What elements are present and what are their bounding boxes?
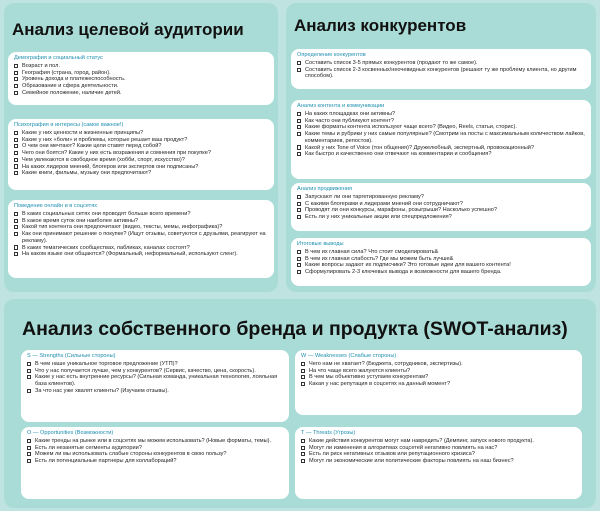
checkbox-icon[interactable] xyxy=(27,375,31,379)
checkbox-icon[interactable] xyxy=(14,171,18,175)
competitors-card-identification xyxy=(291,49,591,89)
competitors-title: Анализ конкурентов xyxy=(294,16,467,35)
checkbox-icon[interactable] xyxy=(301,446,305,450)
checklist-item-text: В чем их главная слабость? Где мы можем быть лучше& xyxy=(305,255,454,262)
audience-card-online-behavior xyxy=(8,200,274,278)
checklist-item-text: Какие темы и рубрики у них самые популярные? (Смотрим на посты с максимальным количеством лайков, комментариев, репостов). xyxy=(305,131,585,144)
checkbox-icon[interactable] xyxy=(14,77,18,81)
checkbox-icon[interactable] xyxy=(27,439,31,443)
checkbox-icon[interactable] xyxy=(301,459,305,463)
checkbox-icon[interactable] xyxy=(14,245,18,249)
checklist-item xyxy=(14,143,268,150)
competitors-card-conclusions xyxy=(291,238,591,286)
checklist-item xyxy=(27,458,283,465)
checkbox-icon[interactable] xyxy=(14,252,18,256)
checkbox-icon[interactable] xyxy=(14,71,18,75)
checkbox-icon[interactable] xyxy=(301,452,305,456)
checkbox-icon[interactable] xyxy=(297,250,301,254)
checklist-item xyxy=(301,458,576,465)
checkbox-icon[interactable] xyxy=(297,257,301,261)
checkbox-icon[interactable] xyxy=(27,446,31,450)
section-heading: Поведение онлайн и в соцсетях xyxy=(14,203,98,209)
checkbox-icon[interactable] xyxy=(297,145,301,149)
checklist-item xyxy=(301,361,576,368)
checkbox-icon[interactable] xyxy=(297,119,301,123)
checklist-item xyxy=(14,170,268,177)
section-heading: Анализ продвижения xyxy=(297,186,353,192)
checkbox-icon[interactable] xyxy=(301,375,305,379)
checklist-item-text: Есть ли риск негативных отзывов или репутационного кризиса? xyxy=(309,451,475,458)
checkbox-icon[interactable] xyxy=(301,382,305,386)
checklist-item-text: Сформулировать 2-3 ключевых вывода и возможности для вашего бренда. xyxy=(305,269,502,276)
checklist-item-text: Возраст и пол. xyxy=(22,63,60,69)
checkbox-icon[interactable] xyxy=(14,225,18,229)
swot-card-threats xyxy=(295,427,582,499)
checkbox-icon[interactable] xyxy=(27,369,31,373)
audience-title: Анализ целевой аудитории xyxy=(12,20,244,39)
checklist xyxy=(14,130,268,177)
section-heading: Итоговые выводы xyxy=(297,241,344,247)
checklist xyxy=(14,63,268,97)
checklist-item-text: География (страна, город, район). xyxy=(22,69,111,76)
checkbox-icon[interactable] xyxy=(14,158,18,162)
checklist-item-text: Могут ли экономические или политические факторы повлиять на наш бизнес? xyxy=(309,458,514,465)
checkbox-icon[interactable] xyxy=(297,195,301,199)
checklist-item-text: С какими блогерами и лидерами мнений они сотрудничают? xyxy=(305,200,463,207)
checklist-item-text: Чего они боятся? Какие у них есть возражения и сомнения при покупке? xyxy=(22,150,212,157)
checkbox-icon[interactable] xyxy=(14,144,18,148)
checklist-item-text: Есть ли у них уникальные акции или спецпредложения? xyxy=(305,214,452,221)
section-heading: W — Weaknesses (Слабые стороны) xyxy=(301,353,397,359)
audience-card-psychography xyxy=(8,119,274,190)
checkbox-icon[interactable] xyxy=(27,452,31,456)
competitors-card-promotion xyxy=(291,183,591,231)
checklist-item xyxy=(14,70,268,77)
checklist xyxy=(301,438,576,465)
checklist-item-text: В чем мы объективно уступаем конкурентам? xyxy=(309,374,429,381)
checklist-item xyxy=(14,164,268,171)
checklist xyxy=(14,211,268,258)
checkbox-icon[interactable] xyxy=(14,64,18,68)
checkbox-icon[interactable] xyxy=(301,439,305,443)
checklist-item xyxy=(14,224,268,231)
checklist-item xyxy=(297,145,585,152)
checkbox-icon[interactable] xyxy=(14,212,18,216)
checklist-item-text: Какие форматы контента используют чаще всего? (Видео, Reels, статьи, сторис). xyxy=(305,124,517,131)
checkbox-icon[interactable] xyxy=(14,84,18,88)
checkbox-icon[interactable] xyxy=(297,112,301,116)
section-heading: S — Strengths (Сильные стороны) xyxy=(27,353,116,359)
checklist-item xyxy=(14,231,268,244)
checkbox-icon[interactable] xyxy=(301,362,305,366)
checklist-item xyxy=(14,63,268,70)
checkbox-icon[interactable] xyxy=(297,132,301,136)
checklist-item-text: Какие вопросы задают их подписчики? Это готовые идеи для вашего контента! xyxy=(305,262,511,269)
checkbox-icon[interactable] xyxy=(14,131,18,135)
checklist-item-text: Есть ли потенциальные партнеры для коллабораций? xyxy=(35,458,177,465)
checkbox-icon[interactable] xyxy=(14,91,18,95)
checkbox-icon[interactable] xyxy=(297,263,301,267)
checklist-item xyxy=(27,374,283,387)
checklist-item xyxy=(301,368,576,375)
checklist-item xyxy=(297,131,585,144)
section-heading: Определение конкурентов xyxy=(297,52,366,58)
checklist-item xyxy=(14,150,268,157)
checkbox-icon[interactable] xyxy=(297,61,301,65)
swot-card-opportunities xyxy=(21,427,289,499)
checklist xyxy=(27,361,283,395)
swot-title: Анализ собственного бренда и продукта (SWOT-анализ) xyxy=(22,318,568,340)
checklist-item-text: На каких площадках они активны? xyxy=(305,111,396,117)
checklist-item xyxy=(14,130,268,137)
section-heading: T — Threats (Угрозы) xyxy=(301,430,356,436)
checklist-item xyxy=(297,60,585,67)
checklist-item xyxy=(14,211,268,218)
checklist-item xyxy=(301,451,576,458)
checkbox-icon[interactable] xyxy=(27,389,31,393)
checkbox-icon[interactable] xyxy=(14,219,18,223)
checkbox-icon[interactable] xyxy=(27,459,31,463)
swot-card-strengths xyxy=(21,350,289,422)
checklist-item-text: Какие действия конкурентов могут нам навредить? (Демпинг, запуск нового продукта). xyxy=(309,438,534,444)
checkbox-icon[interactable] xyxy=(297,125,301,129)
checklist xyxy=(297,60,585,80)
checklist-item xyxy=(14,251,268,258)
checklist-item-text: Составить список 2-3 косвенных/неочевидных конкурентов (решают ту же проблему клиента, но другим способом). xyxy=(305,66,577,80)
checklist-item-text: Можем ли мы использовать слабые стороны конкурентов в свою пользу? xyxy=(35,451,227,458)
checklist-item xyxy=(297,118,585,125)
checklist-item xyxy=(297,256,585,263)
checklist-item-text: Семейное положение, наличие детей. xyxy=(22,89,122,96)
checklist-item-text: В чем наше уникальное торговое предложение (УТП)? xyxy=(35,361,178,367)
checklist xyxy=(301,361,576,388)
checklist-item xyxy=(297,201,585,208)
audience-panel xyxy=(4,3,278,292)
checklist-item-text: Есть ли незанятые сегменты аудитории? xyxy=(35,444,142,451)
swot-card-weaknesses xyxy=(295,350,582,415)
checklist-item-text: Какие у них ценности и жизненные принципы? xyxy=(22,130,144,136)
section-heading: O — Opportunities (Возможности) xyxy=(27,430,114,436)
checklist-item-text: Запускают ли они таргетированную рекламу? xyxy=(305,194,424,200)
checklist-item-text: В чем их главная сила? Что стоит смоделировать& xyxy=(305,249,439,255)
checklist-item-text: Какой тип контента они предпочитают (видео, тексты, мемы, инфографика)? xyxy=(22,224,223,231)
checklist xyxy=(27,438,283,465)
checklist-item-text: О чем они мечтают? Какие цели ставят перед собой? xyxy=(22,143,162,150)
checklist-item xyxy=(297,207,585,214)
checkbox-icon[interactable] xyxy=(14,151,18,155)
section-heading: Психография и интересы (самое важное!) xyxy=(14,122,124,128)
competitors-panel xyxy=(286,3,596,292)
checklist xyxy=(297,249,585,276)
checklist-item xyxy=(301,438,576,445)
checklist-item xyxy=(14,90,268,97)
checklist-item xyxy=(27,438,283,445)
checklist-item-text: В каких социальных сетях они проводят больше всего времени? xyxy=(22,211,191,217)
checklist-item xyxy=(14,83,268,90)
checklist-item-text: За что нас уже хвалят клиенты? (Изучаем отзывы). xyxy=(35,387,169,394)
checkbox-icon[interactable] xyxy=(27,362,31,366)
checklist-item-text: В каких тематических сообществах, пабликах, каналах состоят? xyxy=(22,244,190,251)
checklist-item xyxy=(14,157,268,164)
checklist-item-text: Могут ли изменения в алгоритмах соцсетей негативно повлиять на нас? xyxy=(309,444,498,451)
checklist-item xyxy=(27,368,283,375)
checklist-item xyxy=(27,361,283,368)
checklist-item-text: Какие у нас есть внутренние ресурсы? (Сильная команда, уникальная технология, лояльная база клиентов). xyxy=(35,374,278,388)
checklist-item-text: Как быстро и качественно они отвечают на комментарии и сообщения? xyxy=(305,151,492,158)
checklist-item-text: На каких лидеров мнений, блогеров или экспертов они подписаны? xyxy=(22,163,199,170)
checklist-item xyxy=(301,381,576,388)
swot-panel xyxy=(4,299,596,508)
checkbox-icon[interactable] xyxy=(297,68,301,72)
checklist-item xyxy=(297,214,585,221)
checklist-item-text: Какой у них Tone of Voice (тон общения)? Дружелюбный, экспертный, провокационный? xyxy=(305,144,534,151)
checklist-item-text: Чем увлекаются в свободное время (хобби, спорт, искусство)? xyxy=(22,156,185,163)
checklist-item-text: Чего нам не хватает? (Бюджета, сотрудников, экспертизы). xyxy=(309,361,463,367)
checklist-item-text: Составить список 3-5 прямых конкурентов (продают то же самое). xyxy=(305,60,478,66)
checklist-item-text: На каком языке они общаются? (Формальный, неформальный, используют сленг). xyxy=(22,251,238,258)
checklist-item-text: Образование и сфера деятельности. xyxy=(22,83,119,90)
checklist-item xyxy=(297,67,585,80)
checklist-item-text: Какие книги, фильмы, музыку они предпочитают? xyxy=(22,170,152,177)
checklist-item xyxy=(297,194,585,201)
checklist-item xyxy=(297,262,585,269)
checkbox-icon[interactable] xyxy=(14,164,18,168)
checklist xyxy=(297,194,585,221)
checkbox-icon[interactable] xyxy=(14,232,18,236)
checkbox-icon[interactable] xyxy=(297,270,301,274)
section-heading: Анализ контента и коммуникации xyxy=(297,103,385,109)
checklist-item-text: Проводят ли они конкурсы, марафоны, розыгрыши? Насколько успешно? xyxy=(305,207,497,214)
checkbox-icon[interactable] xyxy=(297,208,301,212)
checklist-item xyxy=(301,445,576,452)
competitors-card-content xyxy=(291,100,591,179)
checklist-item-text: Какие у них «боли» и проблемы, которые решает ваш продукт? xyxy=(22,136,188,143)
checklist-item xyxy=(297,249,585,256)
checklist-item-text: На что чаще всего жалуются клиенты? xyxy=(309,367,411,374)
checklist-item-text: Какая у нас репутация в соцсетях на данный момент? xyxy=(309,381,451,388)
checklist-item-text: Что у нас получается лучше, чем у конкурентов? (Сервис, качество, цена, скорость). xyxy=(35,367,256,374)
checklist-item-text: Уровень дохода и платежеспособность. xyxy=(22,76,126,83)
checkbox-icon[interactable] xyxy=(14,138,18,142)
checklist-item-text: Какие тренды на рынке или в соцсетях мы можем использовать? (Новые форматы, темы). xyxy=(35,438,272,444)
checklist-item-text: В какое время суток они наиболее активны? xyxy=(22,217,139,224)
section-heading: Демография и социальный статус xyxy=(14,55,103,61)
audience-card-demography xyxy=(8,52,274,105)
checklist-item xyxy=(297,151,585,158)
checkbox-icon[interactable] xyxy=(297,202,301,206)
checklist-item xyxy=(27,445,283,452)
checkbox-icon[interactable] xyxy=(297,215,301,219)
checklist-item xyxy=(297,111,585,118)
checklist-item-text: Как они принимают решение о покупке? (Ищут отзывы, советуются с друзьями, реагируют на рекламу). xyxy=(22,231,266,244)
checklist-item xyxy=(297,269,585,276)
checkbox-icon[interactable] xyxy=(297,152,301,156)
checklist-item xyxy=(14,76,268,83)
checklist xyxy=(297,111,585,158)
checklist-item-text: Как часто они публикуют контент? xyxy=(305,117,395,124)
checklist-item xyxy=(27,388,283,395)
checkbox-icon[interactable] xyxy=(301,369,305,373)
